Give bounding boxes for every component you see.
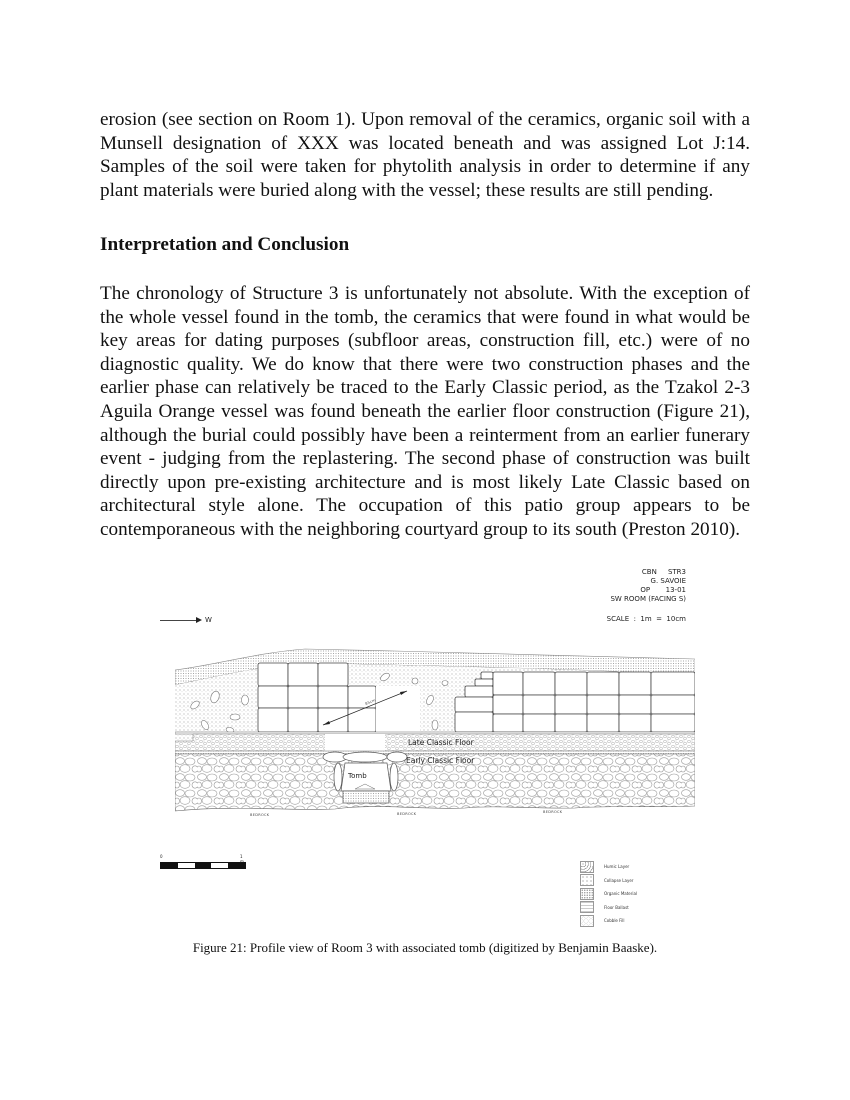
label-late-classic-floor: Late Classic Floor xyxy=(408,738,474,747)
direction-line xyxy=(160,620,196,621)
scale-start-label: 0 xyxy=(160,854,163,859)
scale-bar xyxy=(160,854,246,869)
figure-scale-text: SCALE : 1m = 10cm xyxy=(606,615,686,623)
floor-ballast-swatch-icon xyxy=(580,901,594,913)
direction-label: W xyxy=(205,616,212,624)
cobble-fill-swatch-icon xyxy=(580,915,594,927)
collapse-layer-swatch-icon xyxy=(580,874,594,886)
info-room: SW ROOM (FACING S) xyxy=(610,595,686,603)
profile-drawing xyxy=(175,645,695,825)
legend-item: Floor Ballast xyxy=(580,901,637,915)
label-early-classic-floor: Early Classic Floor xyxy=(406,756,475,765)
figure-caption: Figure 21: Profile view of Room 3 with associated tomb (digitized by Benjamin Baaske). xyxy=(192,940,658,955)
scale-end-label: 1 m xyxy=(240,854,244,864)
label-dimension: 85cm xyxy=(364,698,377,706)
label-bedrock-3: BEDROCK xyxy=(543,810,563,814)
info-site-structure: CBN STR3 xyxy=(641,568,686,576)
legend-item: Organic Material xyxy=(580,887,637,901)
paragraph-soil-sample: erosion (see section on Room 1). Upon removal of the ceramics, organic soil with a Munsell designation of XXX was located beneath and was assigned Lot J:14. Samples of the soil were taken for phytolith analysis in order to determine if any plant materials were buried along with the vessel; these results are still pending. xyxy=(100,109,750,201)
legend-item: Cobble Fill xyxy=(580,914,637,928)
paragraph-chronology: The chronology of Structure 3 is unfortunately not absolute. With the exception of the whole vessel found in the tomb, the ceramics that were found in what would be key areas for dating purposes (subfloor areas, construction fill, etc.) were of no diagnostic quality. We do know that there were two construction phases and the earlier phase can relatively be traced to the Early Classic period, as the Tzakol 2-3 Aguila Orange vessel was found beneath the earlier floor construction (Figure 21), although the burial could possibly have been a reinterment from an earlier funerary event - judging from the replastering. The second phase of construction was built directly upon pre-existing architecture and is most likely Late Classic based on architectural style alone. The occupation of this patio group appears to be contemporaneous with the neighboring courtyard group to its south (Preston 2010). xyxy=(100,283,750,540)
figure-info-block xyxy=(610,568,686,604)
label-bedrock-1: BEDROCK xyxy=(250,813,270,817)
info-operation: OP 13-01 xyxy=(640,586,686,594)
legend-item: Humic Layer xyxy=(580,860,637,874)
organic-material-swatch-icon xyxy=(580,888,594,900)
label-bedrock-2: BEDROCK xyxy=(397,812,417,816)
section-heading: Interpretation and Conclusion xyxy=(100,234,350,255)
info-author: G. SAVOIE xyxy=(650,577,686,585)
figure-legend xyxy=(580,860,637,928)
legend-item: Collapse Layer xyxy=(580,874,637,888)
arrow-right-icon xyxy=(196,617,202,623)
label-tomb: Tomb xyxy=(348,772,367,780)
figure-21-profile xyxy=(150,560,710,930)
scale-bar-segments xyxy=(160,862,246,869)
humic-layer-swatch-icon xyxy=(580,861,594,873)
direction-indicator xyxy=(160,616,212,624)
